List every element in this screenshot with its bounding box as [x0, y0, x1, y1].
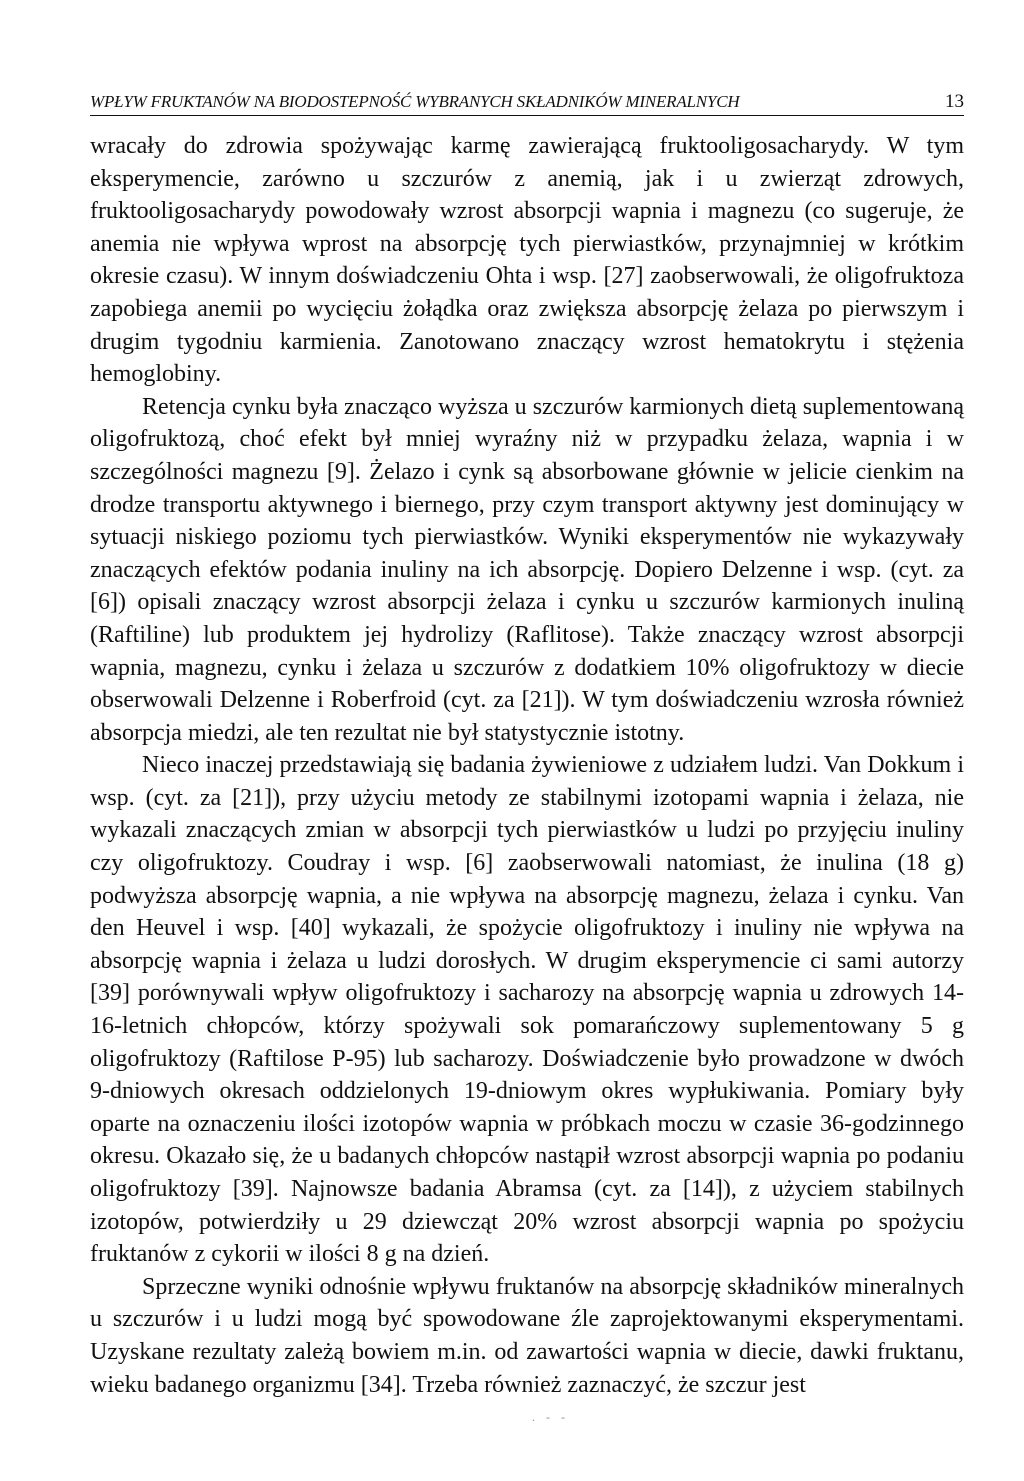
paragraph-3: Nieco inaczej przedstawiają się badania żywieniowe z udziałem ludzi. Van Dokkum i wsp. (cyt. za [21]), przy użyciu metody ze stabilnymi izotopami wapnia i żelaza, nie wykazali znaczących zmian w absorpcji tych pierwiastków u ludzi po przyjęciu inuliny czy oligofruktozy. Coudray i wsp. [6] zaobserwowali natomiast, że inulina (18 g) podwyższa absorpcję wapnia, a nie wpływa na absorpcję magnezu, żelaza i cynku. Van den Heuvel i wsp. [40] wykazali, że spożycie oligofruktozy i inuliny nie wpływa na absorpcję wapnia i żelaza u ludzi dorosłych. W drugim eksperymencie ci sami autorzy [39] porównywali wpływ oligofruktozy i sacharozy na absorpcję wapnia u zdrowych 14-16-letnich chłopców, którzy spożywali sok pomarańczowy suplementowany 5 g oligofruktozy (Raftilose P-95) lub sacharozy. Doświadczenie było prowadzone w dwóch 9-dniowych okresach oddzielonych 19-dniowym okres wypłukiwania. Pomiary były oparte na oznaczeniu ilości izotopów wapnia w próbkach moczu w czasie 36-godzinnego okresu. Okazało się, że u badanych chłopców nastąpił wzrost absorpcji wapnia po podaniu oligofruktozy [39]. Najnowsze badania Abramsa (cyt. za [14]), z użyciem stabilnych izotopów, potwierdziły u 29 dziewcząt 20% wzrost absorpcji wapnia po spożyciu fruktanów z cykorii w ilości 8 g na dzień. — [90, 752, 964, 1268]
paragraph-4: Sprzeczne wyniki odnośnie wpływu fruktanów na absorpcję składników mineralnych u szczurów i u ludzi mogą być spowodowane źle zaprojektowanymi eksperymentami. Uzyskane rezultaty zależą bowiem m.in. od zawartości wapnia w diecie, dawki fruktanu, wieku badanego organizmu [34]. Trzeba również zaznaczyć, że szczur jest — [90, 1273, 964, 1398]
running-header — [90, 92, 964, 116]
paragraph-1: wracały do zdrowia spożywając karmę zawierającą fruktooligosacharydy. W tym eksperymencie, zarówno u szczurów z anemią, jak i u zwierząt zdrowych, fruktooligosacharydy powodowały wzrost absorpcji wapnia i magnezu (co sugeruje, że anemia nie wpływa wprost na absorpcję tych pierwiastków, przynajmniej w krótkim okresie czasu). W innym doświadczeniu Ohta i wsp. [27] zaobserwowali, że oligofruktoza zapobiega anemii po wycięciu żołądka oraz zwiększa absorpcję żelaza po pierwszym i drugim tygodniu karmienia. Zanotowano znaczący wzrost hematokrytu i stężenia hemoglobiny. — [90, 133, 964, 388]
page — [90, 92, 964, 1401]
running-title: WPŁYW FRUKTANÓW NA BIODOSTEPNOŚĆ WYBRANYCH SKŁADNIKÓW MINERALNYCH — [90, 92, 740, 111]
paragraph-2: Retencja cynku była znacząco wyższa u szczurów karmionych dietą suplementowaną oligofruktozą, choć efekt był mniej wyraźny niż w przypadku żelaza, wapnia i w szczególności magnezu [9]. Żelazo i cynk są absorbowane głównie w jelicie cienkim na drodze transportu aktywnego i biernego, przy czym transport aktywny jest dominujący w sytuacji niskiego poziomu tych pierwiastków. Wyniki eksperymentów nie wykazywały znaczących efektów podania inuliny na ich absorpcję. Dopiero Delzenne i wsp. (cyt. za [6]) opisali znaczący wzrost absorpcji żelaza i cynku u szczurów karmionych inuliną (Raftiline) lub produktem jej hydrolizy (Raflitose). Także znaczący wzrost absorpcji wapnia, magnezu, cynku i żelaza u szczurów z dodatkiem 10% oligofruktozy w diecie obserwowali Delzenne i Roberfroid (cyt. za [21]). W tym doświadczeniu wzrosła również absorpcja miedzi, ale ten rezultat nie był statystycznie istotny. — [90, 393, 964, 746]
body-text — [90, 130, 964, 1401]
scan-artifact: . - - — [532, 1410, 569, 1424]
page-number: 13 — [945, 91, 964, 112]
